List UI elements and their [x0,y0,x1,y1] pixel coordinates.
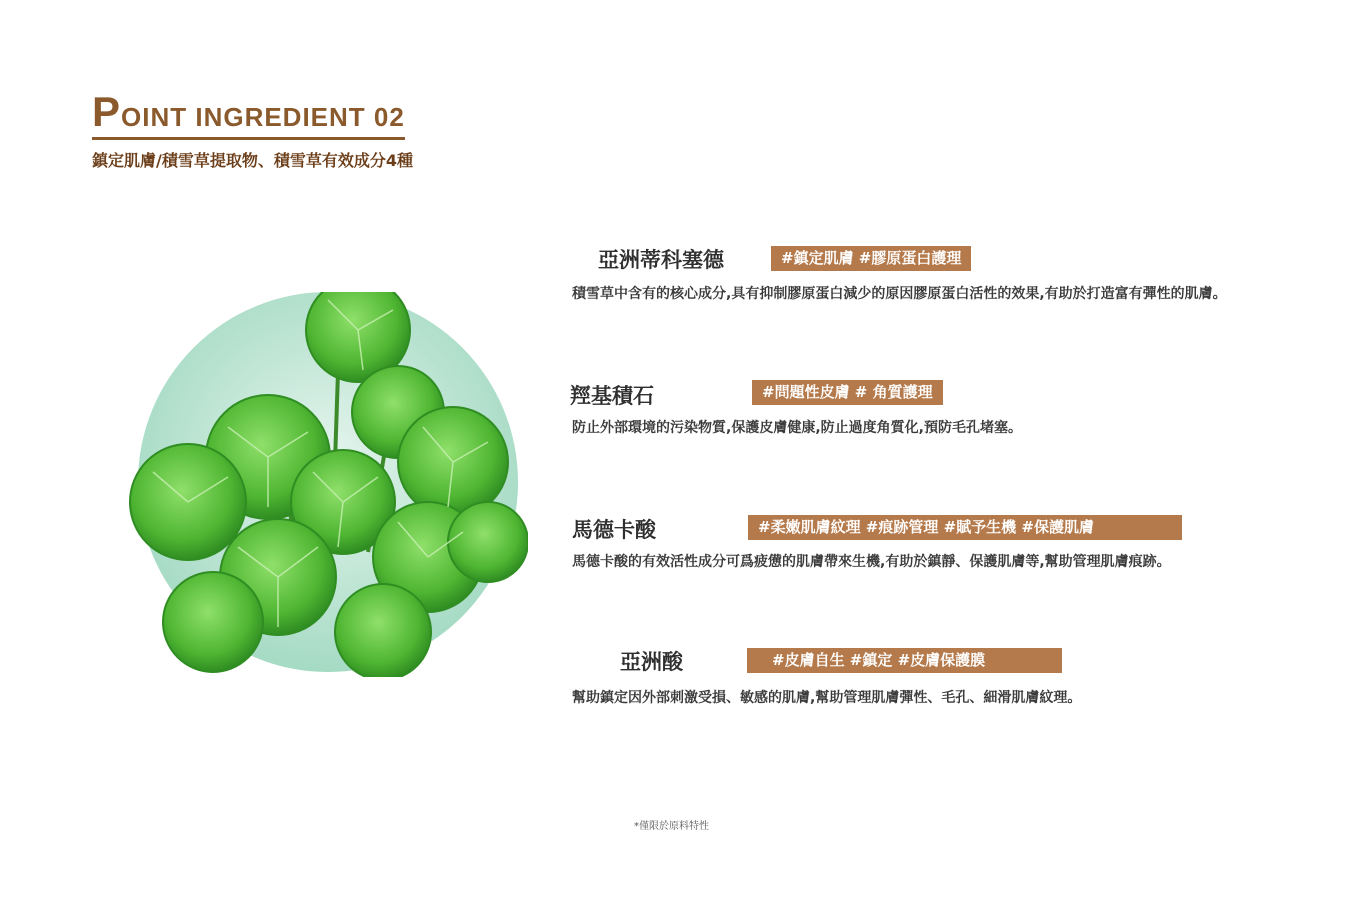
title-initial: P [92,88,122,135]
ingredient-tags: #皮膚自生 #鎮定 #皮膚保護膜 [747,648,1062,673]
ingredient-description: 防止外部環境的污染物質,保護皮膚健康,防止過度角質化,預防毛孔堵塞。 [572,420,1022,436]
ingredient-tags: #鎮定肌膚 #膠原蛋白護理 [771,246,971,271]
ingredient-description: 馬德卡酸的有效活性成分可爲疲憊的肌膚帶來生機,有助於鎮靜、保護肌膚等,幫助管理肌膚痕跡。 [572,554,1171,570]
page-title [92,88,405,140]
header [92,88,413,171]
ingredient-description: 幫助鎮定因外部刺激受損、敏感的肌膚,幫助管理肌膚彈性、毛孔、細滑肌膚紋理。 [572,690,1082,706]
ingredient-name: 馬德卡酸 [572,518,656,542]
title-rest: OINT INGREDIENT 02 [121,102,405,132]
page-subtitle: 鎮定肌膚/積雪草提取物、積雪草有效成分4種 [92,151,413,170]
ingredient-name: 亞洲酸 [620,650,683,674]
footnote: *僅限於原料特性 [634,821,709,832]
ingredient-description: 積雪草中含有的核心成分,具有抑制膠原蛋白減少的原因膠原蛋白活性的效果,有助於打造富有彈性的肌膚。 [572,286,1227,302]
ingredient-tags: #問題性皮膚 # 角質護理 [752,380,943,405]
centella-leaves-illustration [128,292,528,677]
ingredient-name: 羥基積石 [570,384,654,408]
ingredient-name: 亞洲蒂科塞德 [598,248,724,272]
ingredient-tags: #柔嫩肌膚紋理 #痕跡管理 #賦予生機 #保護肌膚 [748,515,1182,540]
